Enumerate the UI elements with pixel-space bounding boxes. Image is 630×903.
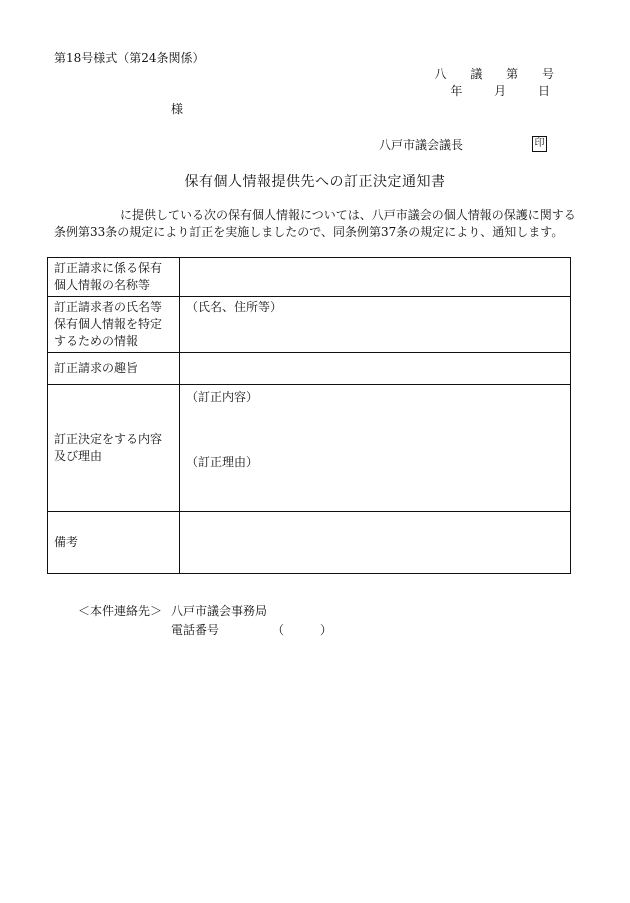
contact-label: ＜本件連絡先＞ bbox=[78, 604, 163, 618]
notice-body-text: に提供している次の保有個人情報については、八戸市議会の個人情報の保護に関する条例第33条の規定により訂正を実施しましたので、同条例第37条の規定により、通知します。 bbox=[54, 208, 576, 239]
row-value-remarks bbox=[180, 512, 571, 574]
date-line: 年 月 日 bbox=[450, 84, 564, 98]
correction-content-label: （訂正内容） bbox=[186, 390, 259, 404]
issuer-name: 八戸市議会議長 bbox=[379, 138, 464, 152]
form-number-label: 第18号様式（第24条関係） bbox=[54, 51, 205, 65]
row-label-purpose: 訂正請求の趣旨 bbox=[48, 353, 180, 385]
table-row bbox=[48, 353, 571, 385]
table-row bbox=[48, 512, 571, 574]
document-number: 八 議 第 号 bbox=[434, 67, 564, 81]
correction-details-table bbox=[47, 257, 571, 574]
table-row bbox=[48, 258, 571, 297]
row-label-remarks: 備考 bbox=[48, 512, 180, 574]
table-row bbox=[48, 385, 571, 512]
row-value-purpose bbox=[180, 353, 571, 385]
row-value-info-name bbox=[180, 258, 571, 297]
row-value-requester: （氏名、住所等） bbox=[180, 297, 571, 353]
table-row bbox=[48, 297, 571, 353]
row-label-info-name: 訂正請求に係る保有個人情報の名称等 bbox=[48, 258, 180, 297]
notice-body bbox=[54, 207, 576, 241]
addressee-suffix: 様 bbox=[171, 102, 184, 116]
document-title: 保有個人情報提供先への訂正決定通知書 bbox=[184, 174, 446, 190]
row-value-decision bbox=[180, 385, 571, 512]
row-label-decision: 訂正決定をする内容及び理由 bbox=[48, 385, 180, 512]
seal-mark: 印 bbox=[532, 136, 547, 152]
phone-label: 電話番号 bbox=[171, 623, 220, 637]
correction-reason-label: （訂正理由） bbox=[186, 455, 259, 469]
phone-number-field: （ ） bbox=[272, 623, 333, 637]
row-label-requester: 訂正請求者の氏名等保有個人情報を特定するための情報 bbox=[48, 297, 180, 353]
contact-organization: 八戸市議会事務局 bbox=[171, 604, 268, 618]
